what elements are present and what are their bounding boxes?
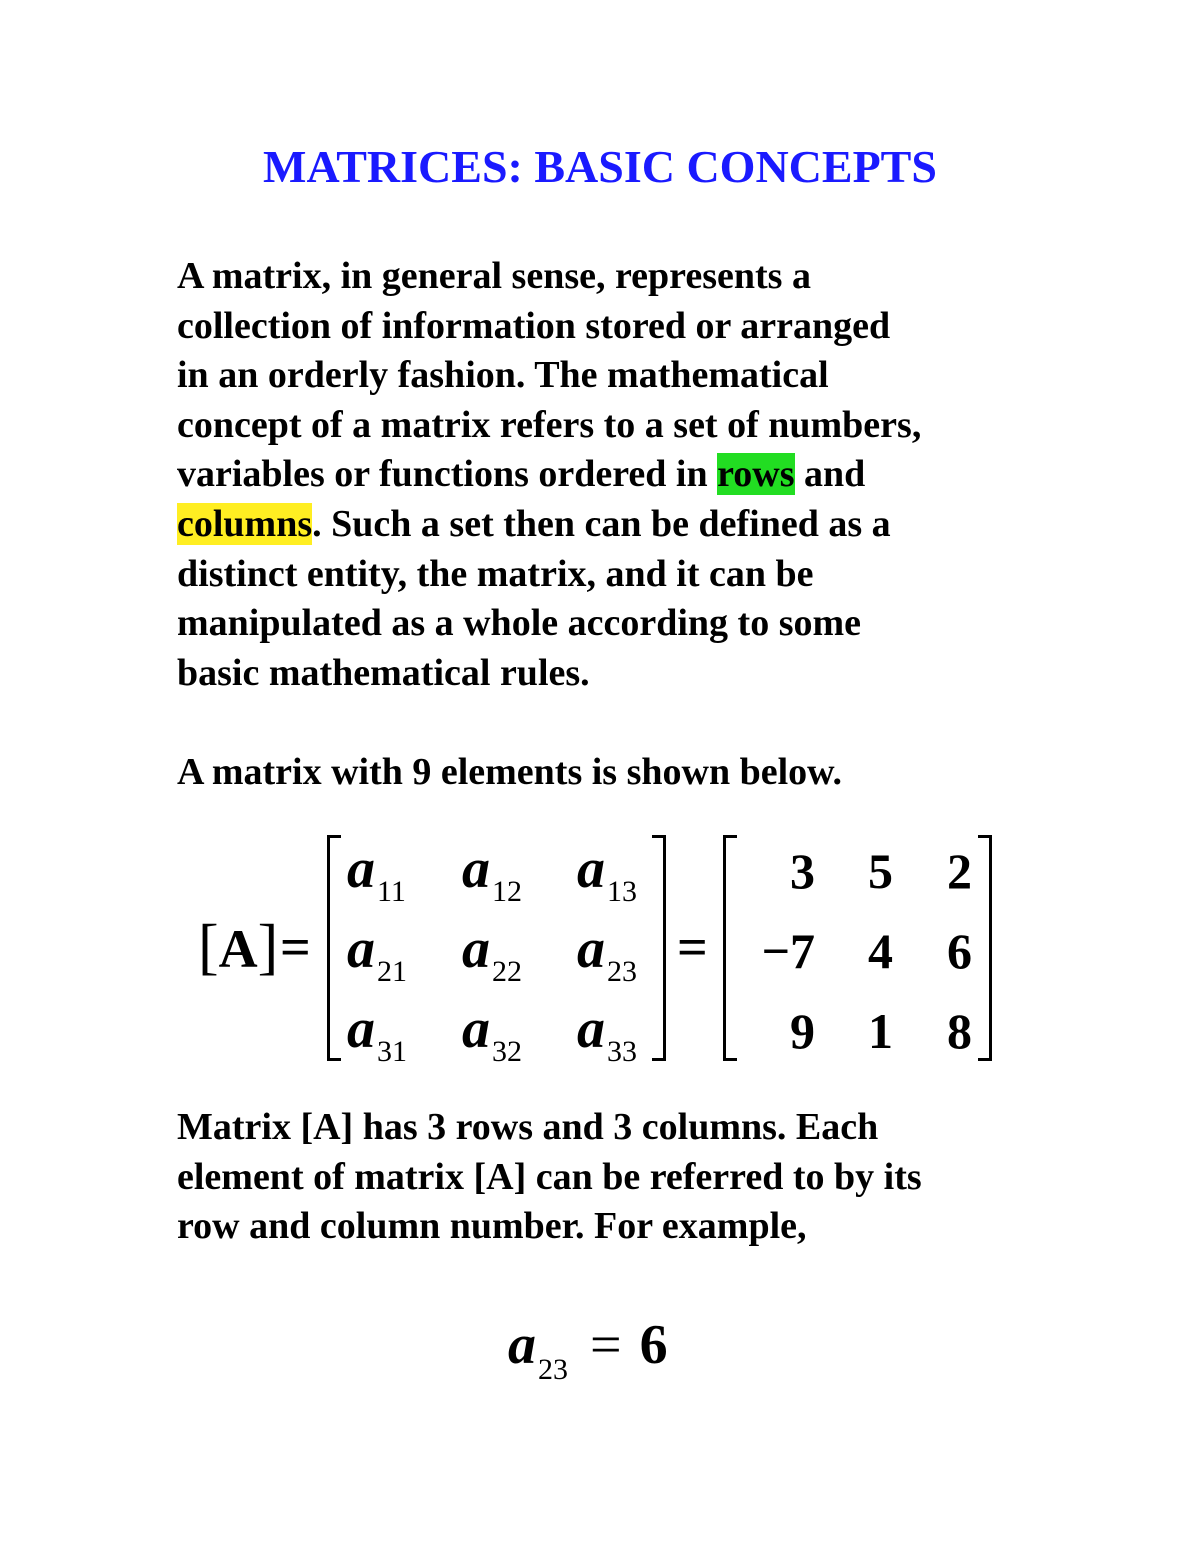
element-subscript: 12: [492, 875, 522, 908]
description-paragraph: [177, 1103, 1077, 1252]
intro-line: [177, 450, 1077, 500]
numeric-left-bracket: [723, 835, 737, 1061]
symbolic-matrix-element: [347, 919, 407, 988]
description-line: row and column number. For example,: [177, 1205, 807, 1248]
intro-line: distinct entity, the matrix, and it can be: [177, 552, 814, 595]
numeric-matrix-element: −7: [761, 923, 815, 979]
element-subscript: 11: [377, 875, 406, 908]
element-symbol: a: [462, 998, 490, 1060]
right-bracket-glyph: ]: [257, 913, 279, 981]
element-symbol: a: [347, 918, 375, 980]
element-symbol: a: [462, 838, 490, 900]
intro-line: basic mathematical rules.: [177, 651, 590, 694]
symbolic-right-bracket: [652, 835, 666, 1061]
element-symbol: a: [462, 918, 490, 980]
element-symbol: a: [347, 838, 375, 900]
element-symbol: a: [577, 918, 605, 980]
example-symbol: a: [508, 1314, 536, 1376]
matrix-name: A: [218, 919, 258, 979]
intro-line: concept of a matrix refers to a set of numbers,: [177, 403, 922, 446]
element-subscript: 21: [377, 955, 407, 988]
example-value: 6: [639, 1314, 668, 1376]
numeric-matrix-element: 2: [947, 843, 972, 899]
numeric-right-bracket: [978, 835, 992, 1061]
matrix-label: [198, 913, 279, 981]
example-equation: [508, 1310, 668, 1389]
symbolic-left-bracket: [327, 835, 341, 1061]
left-bracket-glyph: [: [198, 913, 219, 981]
element-subscript: 23: [607, 955, 637, 988]
numeric-matrix-element: 8: [947, 1003, 972, 1059]
symbolic-matrix-element: [347, 839, 406, 908]
description-line: element of matrix [A] can be referred to by its: [177, 1155, 922, 1198]
matrix-intro-paragraph: [177, 748, 1077, 798]
intro-paragraph: [177, 252, 1077, 698]
numeric-matrix-element: 3: [790, 843, 815, 899]
symbolic-matrix-element: [347, 999, 407, 1068]
highlight-columns: columns: [177, 502, 313, 545]
equals-sign: =: [280, 917, 311, 977]
equals-sign: =: [677, 917, 708, 977]
example-operator: =: [590, 1314, 622, 1376]
page-title: MATRICES: BASIC CONCEPTS: [263, 141, 937, 192]
element-subscript: 13: [607, 875, 637, 908]
symbolic-matrix-element: [577, 839, 637, 908]
matrix-intro-line: A matrix with 9 elements is shown below.: [177, 751, 842, 793]
symbolic-matrix-element: [462, 839, 522, 908]
intro-line: [177, 500, 1077, 550]
intro-text: variables or functions ordered in: [177, 453, 718, 496]
intro-text: and: [794, 453, 866, 496]
element-subscript: 31: [377, 1035, 407, 1068]
intro-line: in an orderly fashion. The mathematical: [177, 354, 829, 397]
example-subscript: 23: [538, 1353, 568, 1386]
intro-line: A matrix, in general sense, represents a: [177, 255, 811, 297]
matrix-equation: [0, 825, 1200, 1075]
element-subscript: 22: [492, 955, 522, 988]
numeric-matrix-element: 9: [790, 1003, 815, 1059]
element-subscript: 33: [607, 1035, 637, 1068]
element-symbol: a: [577, 838, 605, 900]
intro-line: manipulated as a whole according to some: [177, 602, 861, 645]
symbolic-matrix-element: [577, 919, 637, 988]
intro-line: collection of information stored or arranged: [177, 304, 891, 347]
numeric-matrix-element: 4: [868, 923, 893, 979]
element-symbol: a: [347, 998, 375, 1060]
intro-text: . Such a set then can be defined as a: [312, 502, 891, 545]
element-symbol: a: [577, 998, 605, 1060]
symbolic-matrix-element: [462, 919, 522, 988]
symbolic-matrix-element: [462, 999, 522, 1068]
description-line: Matrix [A] has 3 rows and 3 columns. Each: [177, 1106, 879, 1148]
numeric-matrix-element: 5: [868, 843, 893, 899]
highlight-rows: rows: [717, 453, 795, 496]
numeric-matrix-element: 1: [868, 1003, 893, 1059]
element-subscript: 32: [492, 1035, 522, 1068]
symbolic-matrix-element: [577, 999, 637, 1068]
numeric-matrix-element: 6: [947, 923, 972, 979]
